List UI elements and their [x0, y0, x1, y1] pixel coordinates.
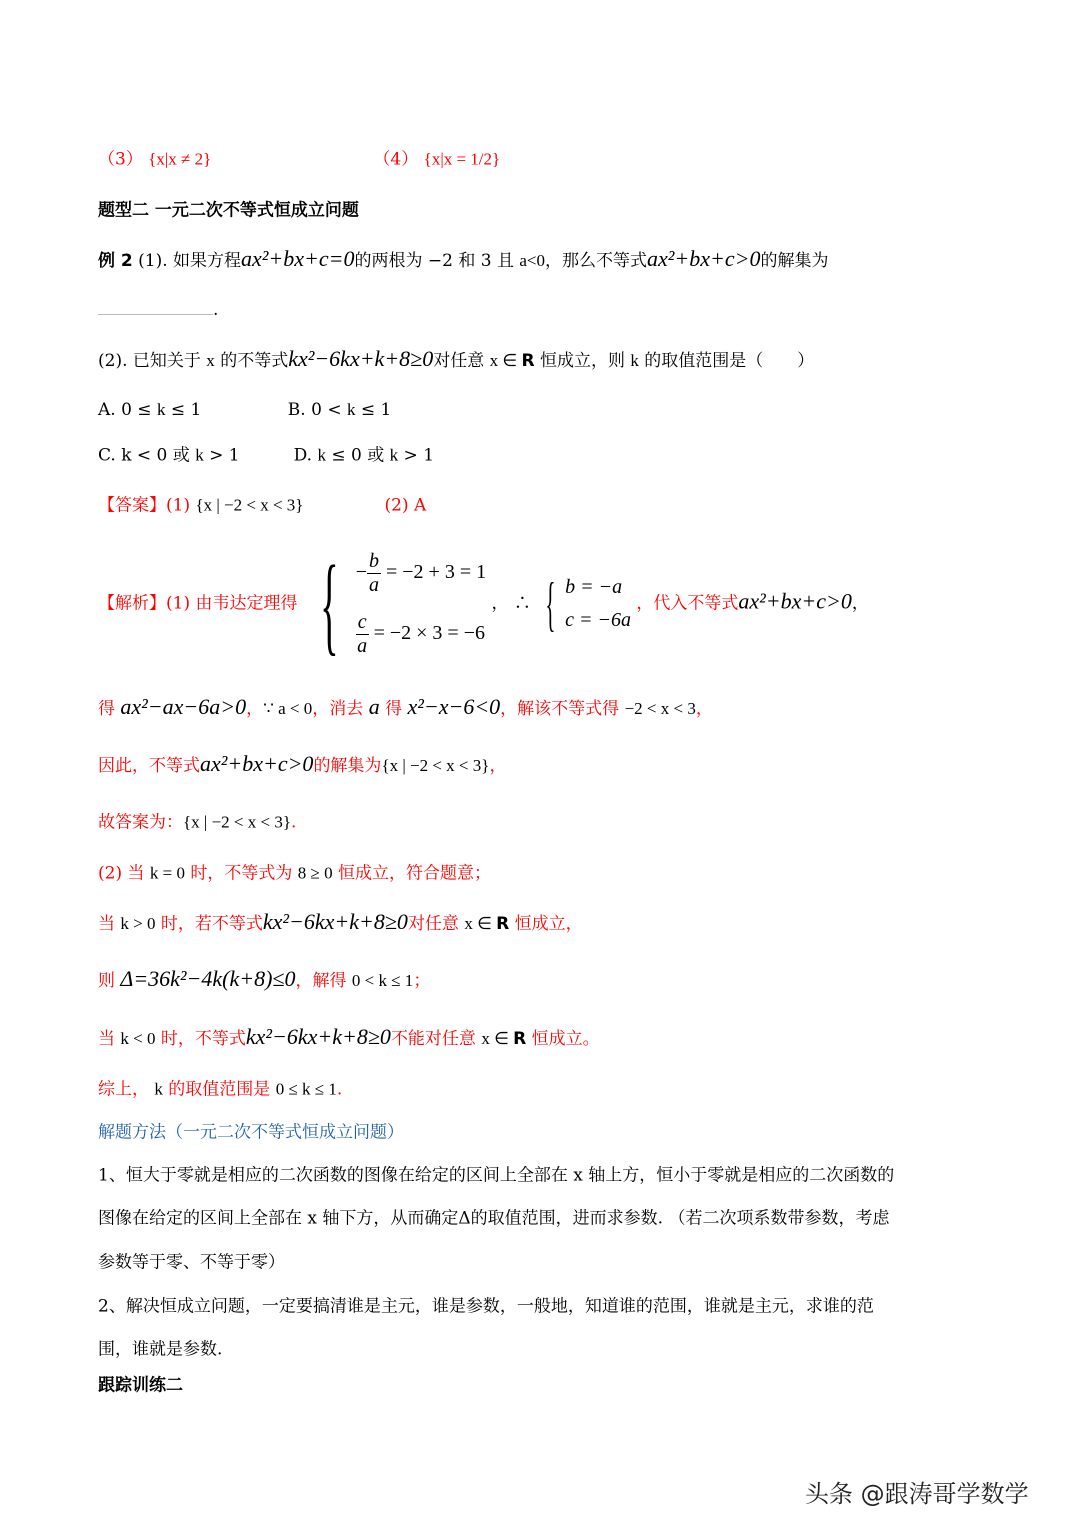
text-segment: .: [336, 1079, 343, 1100]
math-expression: Δ=36k²−4k(k+8)≤0: [120, 966, 296, 991]
text-segment: 参数等于零、不等于零）: [98, 1252, 285, 1273]
text-segment: 的不等式: [214, 351, 289, 371]
text-segment: 故答案为：: [98, 812, 183, 833]
section-title: [98, 196, 359, 221]
text-segment: .: [291, 812, 297, 833]
math-expression: a<0: [519, 251, 546, 270]
text-segment: 恒成立。: [526, 1029, 600, 1049]
math-expression: k: [156, 400, 166, 419]
text-segment: A. 0 ≤: [98, 400, 157, 420]
text-segment: 对任意: [433, 351, 490, 371]
text-segment: 的两根为 −2 和 3 且: [354, 251, 520, 271]
math-expression: 8 ≥ 0: [297, 863, 333, 883]
text-segment: （3）: [98, 149, 149, 170]
text-segment: 围，谁就是参数.: [98, 1339, 223, 1360]
math-expression: 0 ≤ k ≤ 1: [275, 1079, 337, 1099]
text-segment: ，解该不等式得: [500, 699, 625, 719]
text-segment: ，: [489, 756, 507, 776]
math-expression: {x | −2 < x < 3}: [381, 756, 490, 775]
text-segment: 1、恒大于零就是相应的二次函数的图像在给定的区间上全部在 x 轴上方，恒小于零就是相应的二次函数的: [98, 1165, 895, 1186]
part2-case-k0: [98, 859, 491, 884]
method-p1-l3: [98, 1248, 285, 1273]
answer-blank-line: [98, 314, 213, 315]
math-expression: ax²−ax−6a>0: [120, 694, 247, 719]
math-expression: x: [206, 351, 215, 370]
text-segment: 的取值范围是（ ）: [638, 351, 815, 371]
text-segment: 时，不等式: [155, 1029, 246, 1049]
math-expression: ax²+bx+c=0: [241, 246, 355, 271]
text-segment: 得: [379, 699, 408, 719]
part2-discriminant: [98, 966, 430, 992]
solution-b: b = −a: [565, 576, 623, 598]
text-segment: 时，若不等式: [155, 914, 263, 934]
fraction-denominator: a: [368, 574, 379, 596]
method-p2-l2: [98, 1335, 222, 1360]
equation-product: = −2 × 3 = −6: [373, 622, 485, 645]
math-expression: a: [368, 694, 380, 719]
text-segment: (2). 已知关于: [98, 351, 207, 371]
analysis-vieta: [98, 543, 869, 665]
text-segment: ；: [413, 971, 431, 991]
math-expression: ax²+bx+c>0: [647, 246, 761, 271]
fraction-numerator: b: [368, 550, 379, 572]
text-segment: 对任意: [407, 914, 465, 934]
solution-c: c = −6a: [565, 609, 632, 631]
example-2-part2: [98, 346, 814, 372]
equation-sum: = −2 + 3 = 1: [385, 561, 487, 584]
math-expression: k: [630, 351, 639, 370]
text-segment: 的解集为: [313, 756, 382, 776]
math-expression: −2 < x < 3: [624, 699, 696, 718]
math-expression: {x|x = 1/2}: [423, 149, 501, 169]
inequality-math: ax²+bx+c>0: [738, 588, 852, 614]
substitute-text: ，代入不等式: [636, 593, 739, 614]
therefore-symbol: ， ∴: [491, 593, 531, 614]
text-segment: ，解得: [295, 971, 352, 991]
text-segment: 恒成立，则: [534, 351, 631, 371]
comma: ，: [851, 593, 869, 614]
text-segment: ，那么不等式: [545, 251, 648, 271]
options-c-d: [98, 441, 434, 466]
text-segment: R: [496, 914, 510, 934]
text-segment: 题型二 一元二次不等式恒成立问题: [98, 200, 359, 221]
text-segment: (1). 如果方程: [132, 251, 242, 271]
math-expression: x²−x−6<0: [407, 694, 501, 719]
analysis-step2: [98, 694, 713, 720]
example-2-part1: [98, 246, 828, 272]
math-expression: kx²−6kx+k+8≥0: [288, 346, 434, 371]
math-expression: ax²+bx+c>0: [200, 751, 314, 776]
text-segment: 综上，: [98, 1079, 155, 1100]
math-expression: x ∈: [489, 351, 522, 370]
text-segment: 则: [98, 971, 121, 991]
text-segment: 时，不等式为: [184, 863, 298, 884]
text-segment: 跟踪训练二: [98, 1375, 183, 1396]
watermark: 头条 @跟涛哥学数学: [805, 1480, 1029, 1508]
text-segment: D.: [293, 445, 318, 466]
text-segment: 不能对任意: [390, 1029, 482, 1049]
answer-blank: [98, 300, 218, 320]
vieta-system: { − $\frac{b}{a}$ = −2 + 3 = 1 $\frac{c}{a}$ = −2 × 3 = −6: [320, 543, 487, 665]
analysis-conclusion: [98, 751, 506, 777]
text-segment: 恒成立，: [509, 914, 583, 934]
text-segment: > 1: [203, 445, 240, 466]
part2-case-kpos: [98, 909, 583, 935]
math-expression: ∵ a < 0: [263, 699, 313, 718]
text-segment: R: [513, 1029, 527, 1049]
text-segment: R: [521, 351, 535, 371]
analysis-label: 【解析】(1) 由韦达定理得: [98, 593, 298, 614]
part2-case-kneg: [98, 1024, 600, 1050]
math-expression: {x|x ≠ 2}: [148, 149, 212, 169]
answer-line: [98, 491, 426, 516]
prev-answers-3-4: [98, 145, 500, 170]
text-segment: ≤ 1: [355, 400, 392, 420]
part2-summary: [98, 1075, 342, 1100]
text-segment: 当: [98, 914, 121, 934]
text-segment: ≤ 1: [165, 400, 202, 420]
text-segment: 因此，不等式: [98, 756, 200, 776]
math-expression: k = 0: [149, 863, 185, 883]
method-p1-l1: [98, 1161, 894, 1186]
text-segment: 的解集为: [760, 251, 829, 271]
solution-system: { b = −a c = −6a: [545, 571, 632, 637]
text-segment: 当: [98, 1029, 121, 1049]
spacer: [211, 150, 373, 170]
math-expression: 0 < k ≤ 1: [351, 971, 414, 990]
math-expression: k < 0: [120, 1029, 156, 1048]
math-expression: k: [317, 445, 326, 465]
math-expression: k: [195, 445, 204, 465]
text-segment: ≤ 0 或: [325, 445, 390, 466]
options-a-b: [98, 400, 391, 420]
text-segment: ，: [695, 699, 713, 719]
minus-sign: −: [355, 561, 367, 584]
method-p1-l2: [98, 1204, 889, 1229]
math-expression: kx²−6kx+k+8≥0: [245, 1024, 391, 1049]
text-segment: (2) 当: [98, 863, 150, 884]
math-expression: k: [154, 1079, 163, 1099]
text-segment: 恒成立，符合题意；: [332, 863, 492, 884]
math-expression: k > 0: [120, 914, 156, 933]
text-segment: .: [213, 300, 219, 320]
text-segment: > 1: [398, 445, 435, 466]
text-segment: 图像在给定的区间上全部在 x 轴下方，从而确定Δ的取值范围，进而求参数. （若二次项系数带参数，考虑: [98, 1208, 890, 1229]
text-segment: (2) A: [384, 495, 427, 516]
text-segment: （4）: [373, 149, 424, 170]
math-expression: {x | −2 < x < 3}: [195, 495, 304, 515]
text-segment: 得: [98, 699, 121, 719]
text-segment: 例 2: [98, 251, 133, 271]
method-p2-l1: [98, 1292, 874, 1317]
final-answer: [98, 808, 296, 833]
text-segment: C. k < 0 或: [98, 445, 196, 466]
math-expression: {x | −2 < x < 3}: [183, 812, 291, 832]
text-segment: 【答案】(1): [98, 495, 196, 516]
spacer: [240, 446, 294, 466]
text-segment: ，: [246, 699, 264, 719]
fraction-numerator: c: [357, 611, 367, 633]
text-segment: 的取值范围是: [162, 1079, 276, 1100]
practice-heading: [98, 1371, 183, 1396]
spacer: [303, 496, 384, 516]
math-expression: k: [389, 445, 399, 465]
fraction-denominator: a: [357, 635, 368, 657]
text-segment: B. 0 <: [287, 400, 347, 420]
text-segment: 2、解决恒成立问题，一定要搞清谁是主元，谁是参数，一般地，知道谁的范围，谁就是主元，求谁的范: [98, 1296, 874, 1317]
math-expression: k: [346, 400, 356, 419]
math-expression: x ∈: [481, 1029, 514, 1048]
text-segment: ，消去: [312, 699, 369, 719]
math-expression: x ∈: [464, 914, 497, 933]
text-segment: 解题方法（一元二次不等式恒成立问题）: [98, 1122, 404, 1143]
method-heading: [98, 1118, 404, 1143]
spacer: [201, 400, 287, 420]
math-expression: kx²−6kx+k+8≥0: [262, 909, 408, 934]
